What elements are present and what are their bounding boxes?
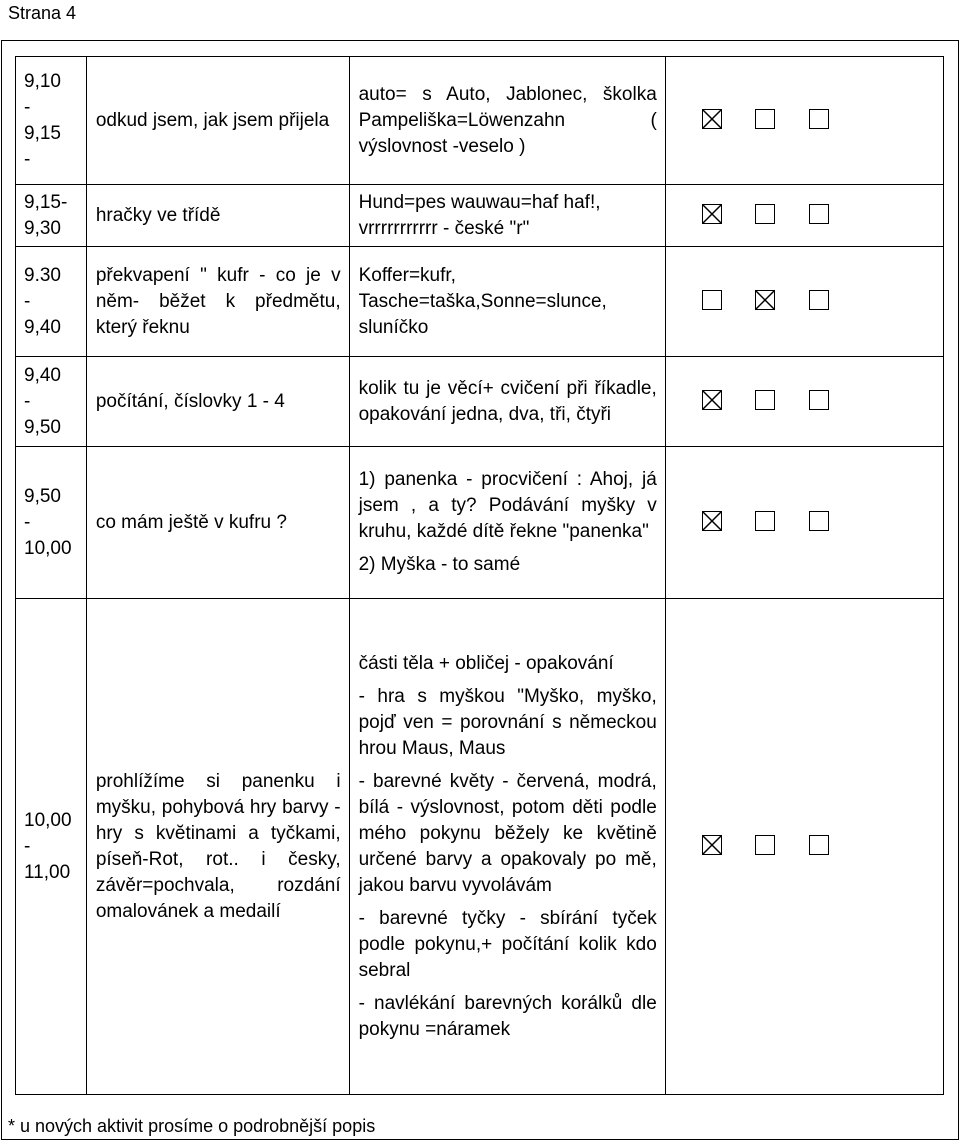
activity-cell bbox=[86, 599, 349, 1095]
table-row bbox=[16, 185, 944, 247]
evaluation-cell bbox=[665, 447, 943, 599]
time-line: 9,40 bbox=[24, 364, 61, 386]
time-line: - bbox=[24, 96, 31, 118]
cross-mark-icon bbox=[755, 290, 775, 310]
time-line: 9,50 bbox=[24, 485, 61, 507]
checkbox-empty[interactable] bbox=[755, 835, 775, 855]
time-line: 11,00 bbox=[24, 861, 71, 883]
checkbox-empty[interactable] bbox=[809, 835, 829, 855]
checkbox-empty[interactable] bbox=[702, 290, 722, 310]
activity-cell bbox=[86, 247, 349, 357]
activity-text: odkud jsem, jak jsem přijela bbox=[95, 109, 330, 131]
cross-mark-icon bbox=[702, 835, 722, 855]
cross-mark-icon bbox=[702, 390, 722, 410]
activity-cell bbox=[86, 357, 349, 447]
time-cell bbox=[16, 247, 87, 357]
description-text: 2) Myška - to samé bbox=[358, 554, 521, 575]
checkbox-checked[interactable] bbox=[702, 390, 722, 410]
description-text: Hund=pes wauwau=haf haf!, vrrrrrrrrrrr - české "r" bbox=[358, 191, 601, 239]
time-cell bbox=[16, 185, 87, 247]
activity-cell bbox=[86, 57, 349, 185]
checkbox-empty[interactable] bbox=[809, 290, 829, 310]
time-line: - bbox=[24, 148, 31, 170]
time-line: 10,00 bbox=[24, 809, 72, 831]
evaluation-cell bbox=[665, 57, 943, 185]
checkbox-group bbox=[666, 287, 943, 317]
cross-mark-icon bbox=[702, 109, 722, 129]
activity-table bbox=[15, 56, 944, 1095]
checkbox-empty[interactable] bbox=[809, 204, 829, 224]
description-text: - barevné tyčky - sbírání tyček podle pokynu,+ počítání kolik kdo sebral bbox=[358, 907, 657, 981]
checkbox-group bbox=[666, 106, 943, 136]
activity-text: překvapení " kufr - co je v něm- běžet k předmětu, který řeknu bbox=[95, 264, 341, 338]
time-line: - bbox=[24, 390, 31, 412]
description-cell bbox=[349, 357, 665, 447]
checkbox-group bbox=[666, 508, 943, 538]
checkbox-empty[interactable] bbox=[755, 204, 775, 224]
time-line: - bbox=[24, 290, 31, 312]
evaluation-cell bbox=[665, 185, 943, 247]
time-line: 9.30 bbox=[24, 264, 61, 286]
description-text: - navlékání barevných korálků dle pokynu =náramek bbox=[358, 992, 657, 1040]
time-cell bbox=[16, 599, 87, 1095]
description-text: kolik tu je věcí+ cvičení při říkadle, opakování jedna, dva, tři, čtyři bbox=[358, 377, 657, 425]
description-text: - barevné květy - červená, modrá, bílá - výslovnost, potom děti podle mého pokynu běžely ke květině určené barvy a opakovaly po mě, jakou barvu vyvolávám bbox=[358, 770, 657, 896]
checkbox-checked[interactable] bbox=[702, 109, 722, 129]
description-cell bbox=[349, 599, 665, 1095]
description-cell bbox=[349, 247, 665, 357]
evaluation-cell bbox=[665, 247, 943, 357]
time-cell bbox=[16, 357, 87, 447]
description-cell bbox=[349, 447, 665, 599]
page-number: Strana 4 bbox=[8, 3, 77, 23]
description-cell bbox=[349, 185, 665, 247]
checkbox-checked[interactable] bbox=[702, 204, 722, 224]
activity-text: co mám ještě v kufru ? bbox=[95, 511, 287, 533]
checkbox-group bbox=[666, 832, 943, 862]
footnote: * u nových aktivit prosíme o podrobnější popis bbox=[8, 1113, 379, 1139]
cross-mark-icon bbox=[702, 204, 722, 224]
checkbox-group bbox=[666, 387, 943, 417]
table-row bbox=[16, 447, 944, 599]
activity-cell bbox=[86, 447, 349, 599]
description-text: auto= s Auto, Jablonec, školka Pampeliška=Löwenzahn ( výslovnost -veselo ) bbox=[358, 83, 657, 157]
evaluation-cell bbox=[665, 599, 943, 1095]
time-line: 9,10 bbox=[24, 70, 61, 92]
time-cell bbox=[16, 447, 87, 599]
table-row bbox=[16, 247, 944, 357]
checkbox-empty[interactable] bbox=[809, 511, 829, 531]
cross-mark-icon bbox=[702, 511, 722, 531]
checkbox-empty[interactable] bbox=[755, 390, 775, 410]
checkbox-checked[interactable] bbox=[702, 835, 722, 855]
checkbox-checked[interactable] bbox=[755, 290, 775, 310]
table-row bbox=[16, 599, 944, 1095]
checkbox-empty[interactable] bbox=[755, 109, 775, 129]
description-text: - hra s myškou "Myško, myško, pojď ven = porovnání s německou hrou Maus, Maus bbox=[358, 685, 657, 759]
table-row bbox=[16, 357, 944, 447]
checkbox-group bbox=[666, 201, 943, 231]
activity-text: hračky ve třídě bbox=[95, 204, 221, 226]
time-line: 9,50 bbox=[24, 416, 61, 438]
table-row bbox=[16, 57, 944, 185]
description-text: části těla + obličej - opakování bbox=[358, 652, 614, 674]
description-cell bbox=[349, 57, 665, 185]
description-text: 1) panenka - procvičení : Ahoj, já jsem , a ty? Podávání myšky v kruhu, každé dítě řekne "panenka" bbox=[358, 469, 657, 542]
time-line: - bbox=[24, 511, 31, 533]
time-line: 9,30 bbox=[24, 217, 61, 239]
checkbox-checked[interactable] bbox=[702, 511, 722, 531]
activity-text: počítání, číslovky 1 - 4 bbox=[95, 390, 285, 412]
checkbox-empty[interactable] bbox=[809, 390, 829, 410]
activity-text: prohlížíme si panenku i myšku, pohybová hry barvy - hry s kvĕtinami a tyčkami, píseň-Rot, rot.. i česky, závěr=pochvala, rozdání omalovánek a medailí bbox=[95, 770, 341, 922]
time-line: 10,00 bbox=[24, 537, 72, 559]
evaluation-cell bbox=[665, 357, 943, 447]
description-text: Koffer=kufr, Tasche=taška,Sonne=slunce, sluníčko bbox=[358, 264, 607, 338]
time-line: 9,15 bbox=[24, 122, 61, 144]
time-line: 9,15- bbox=[24, 191, 68, 213]
time-cell bbox=[16, 57, 87, 185]
checkbox-empty[interactable] bbox=[755, 511, 775, 531]
time-line: 9,40 bbox=[24, 316, 61, 338]
checkbox-empty[interactable] bbox=[809, 109, 829, 129]
activity-cell bbox=[86, 185, 349, 247]
time-line: - bbox=[24, 835, 31, 857]
